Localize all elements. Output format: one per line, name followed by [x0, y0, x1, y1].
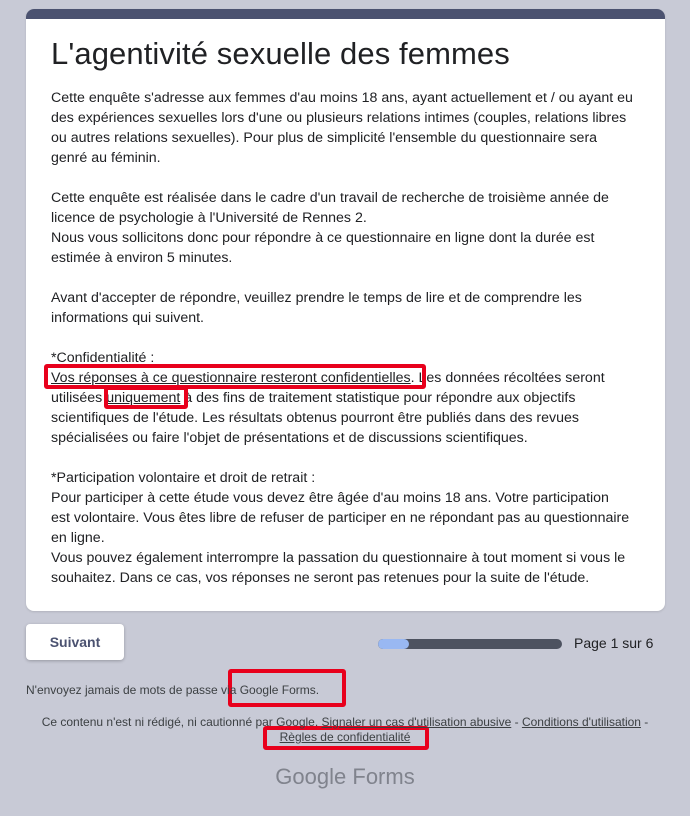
desc-line: estimée à environ 5 minutes. — [51, 250, 233, 266]
desc-line: des expériences sexuelles lors d'une ou plusieurs relations intimes (couples, relations libres — [51, 110, 627, 126]
desc-line: Avant d'accepter de répondre, veuillez prendre le temps de lire et de comprendre les — [51, 290, 582, 306]
confidentiality-line: spécialisées ou faire l'objet de présentations et de discussions scientifiques. — [51, 430, 528, 446]
participation-line: souhaitez. Dans ce cas, vos réponses ne seront pas retenues pour la suite de l'étude. — [51, 570, 590, 586]
footer-separator: - — [511, 715, 522, 729]
confidentiality-pre: utilisées — [51, 390, 107, 406]
card-accent-bar — [26, 9, 665, 19]
report-abuse-link[interactable]: Signaler un cas d'utilisation abusive — [321, 715, 512, 729]
participation-heading: *Participation volontaire et droit de retrait : — [51, 470, 316, 486]
privacy-policy-link[interactable]: Règles de confidentialité — [279, 730, 411, 744]
confidential-statement: Vos réponses à ce questionnaire resteront confidentielles — [51, 370, 411, 386]
desc-line: genré au féminin. — [51, 150, 161, 166]
desc-line: informations qui suivent. — [51, 310, 204, 326]
footer-disclaimer — [0, 715, 690, 729]
confidentiality-line — [51, 388, 651, 408]
google-forms-logo[interactable] — [0, 764, 690, 790]
confidentiality-line: scientifiques de l'étude. Les résultats obtenus pourront être publiés dans des revues — [51, 410, 579, 426]
terms-link[interactable]: Conditions d'utilisation — [521, 715, 641, 729]
form-header-card — [26, 9, 665, 611]
progress-bar-fill — [378, 639, 409, 649]
desc-line: Cette enquête s'adresse aux femmes d'au moins 18 ans, ayant actuellement et / ou ayant eu — [51, 90, 633, 106]
password-warning: N'envoyez jamais de mots de passe via Google Forms. — [26, 683, 320, 697]
participation-line: en ligne. — [51, 530, 105, 546]
footer-privacy-row — [0, 730, 690, 744]
confidentiality-rest: . Les données récoltées seront — [410, 370, 605, 386]
brand-forms: Forms — [352, 764, 415, 789]
disclaimer-text: Ce contenu n'est ni rédigé, ni cautionné par Google. — [41, 715, 319, 729]
confidentiality-line — [51, 368, 651, 388]
participation-line: est volontaire. Vous êtes libre de refuser de participer en ne répondant pas au questionnaire — [51, 510, 630, 526]
desc-line: Nous vous sollicitons donc pour répondre à ce questionnaire en ligne dont la durée est — [51, 230, 595, 246]
confidentiality-post: à des fins de traitement statistique pour répondre aux objectifs — [180, 390, 576, 406]
brand-google: Google — [275, 764, 347, 789]
participation-line: Vous pouvez également interrompre la passation du questionnaire à tout moment si vous le — [51, 550, 626, 566]
page-indicator: Page 1 sur 6 — [574, 635, 654, 651]
confidentiality-heading: *Confidentialité : — [51, 350, 155, 366]
desc-line: Cette enquête est réalisée dans le cadre d'un travail de recherche de troisième année de — [51, 190, 609, 206]
uniquement-word: uniquement — [106, 390, 181, 406]
progress-bar — [378, 639, 562, 649]
desc-line: licence de psychologie à l'Université de Rennes 2. — [51, 210, 367, 226]
participation-line: Pour participer à cette étude vous devez être âgée d'au moins 18 ans. Votre participation — [51, 490, 609, 506]
desc-line: ou autres relations sexuelles). Pour plus de simplicité l'ensemble du questionnaire sera — [51, 130, 598, 146]
next-button[interactable]: Suivant — [26, 624, 124, 660]
form-title: L'agentivité sexuelle des femmes — [51, 36, 510, 71]
form-description — [51, 88, 651, 588]
footer-separator: - — [640, 715, 649, 729]
